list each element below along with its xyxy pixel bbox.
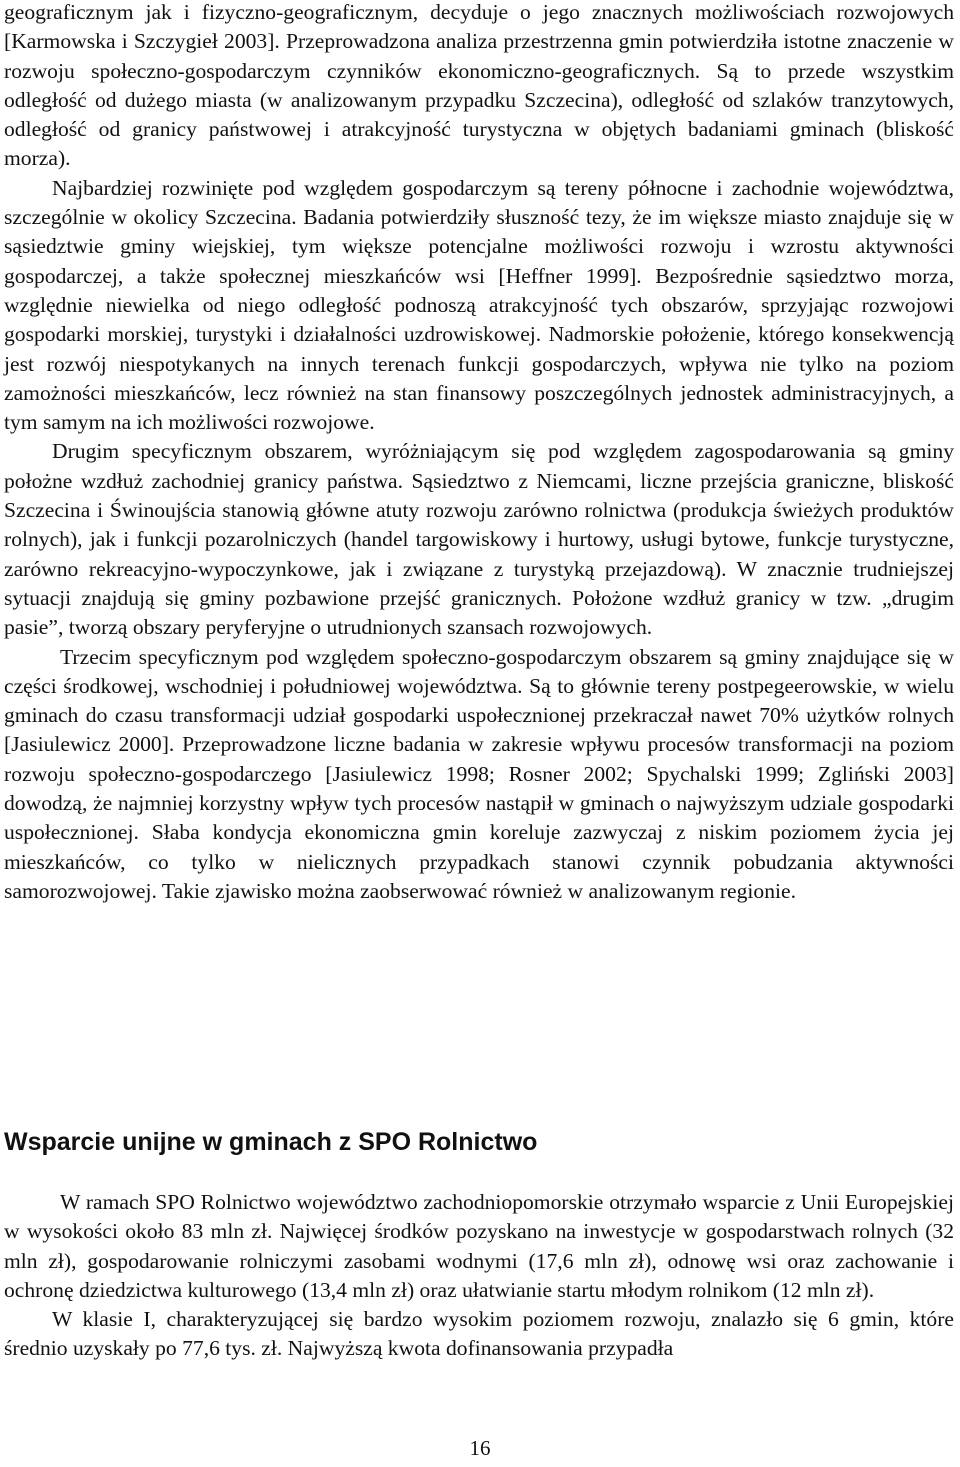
paragraph-1: geograficznym jak i fizyczno-geograficznym, decyduje o jego znacznych możliwościach rozwojowych [Karmowska i Szczygieł 2003]. Przeprowadzona analiza przestrzenna gmin potwierdziła istotne znaczenie w rozwoju społeczno-gospodarczym czynników ekonomiczno-geograficznych. Są to przede wszystkim odległość od dużego miasta (w analizowanym przypadku Szczecina), odległość od szlaków tranzytowych, odległość od granicy państwowej i atrakcyjność turystyczna w objętych badaniami gminach (bliskość morza).	[4, 0, 954, 171]
paragraph-6: W klasie I, charakteryzującej się bardzo wysokim poziomem rozwoju, znalazło się 6 gmin, które średnio uzyskały po 77,6 tys. zł. Najwyższą kwota dofinansowania przypadła	[4, 1307, 954, 1361]
paragraph-4: Trzecim specyficznym pod względem społeczno-gospodarczym obszarem są gminy znajdujące się w części środkowej, wschodniej i południowej województwa. Są to głównie tereny postpegeerowskie, w wielu gminach do czasu transformacji udział gospodarki uspołecznionej przekraczał nawet 70% użytków rolnych [Jasiulewicz 2000]. Przeprowadzone liczne badania w zakresie wpływu procesów transformacji na poziom rozwoju społeczno-gospodarczego [Jasiulewicz 1998; Rosner 2002; Spychalski 1999; Zgliński 2003] dowodzą, że najmniej korzystny wpływ tych procesów nastąpił w gminach o najwyższym udziale gospodarki uspołecznionej. Słaba kondycja ekonomiczna gmin koreluje zazwyczaj z niskim poziomem życia jej mieszkańców, co tylko w nielicznych przypadkach stanowi czynnik pobudzania aktywności samorozwojowej. Takie zjawisko można zaobserwować również w analizowanym regionie.	[4, 644, 954, 903]
body-text-top	[4, 0, 954, 906]
body-text-bottom	[4, 1188, 954, 1364]
section-heading: Wsparcie unijne w gminach z SPO Rolnictwo	[4, 1128, 538, 1156]
paragraph-5: W ramach SPO Rolnictwo województwo zachodniopomorskie otrzymało wsparcie z Unii Europejskiej w wysokości około 83 mln zł. Najwięcej środków pozyskano na inwestycje w gospodarstwach rolnych (32 mln zł), gospodarowanie rolniczymi zasobami wodnymi (17,6 mln zł), odnowę wsi oraz zachowanie i ochronę dziedzictwa kulturowego (13,4 mln zł) oraz ułatwianie startu młodym rolnikom (12 mln zł).	[4, 1190, 954, 1302]
paragraph-2: Najbardziej rozwinięte pod względem gospodarczym są tereny północne i zachodnie województwa, szczególnie w okolicy Szczecina. Badania potwierdziły słuszność tezy, że im większe miasto znajduje się w sąsiedztwie gminy wiejskiej, tym większe potencjalne możliwości rozwoju i wzrostu aktywności gospodarczej, a także społecznej mieszkańców wsi [Heffner 1999]. Bezpośrednie sąsiedztwo morza, względnie niewielka od niego odległość podnoszą atrakcyjność tych obszarów, sprzyjając rozwojowi gospodarki morskiej, turystyki i działalności uzdrowiskowej. Nadmorskie położenie, którego konsekwencją jest rozwój niespotykanych na innych terenach funkcji gospodarczych, wpływa nie tylko na poziom zamożności mieszkańców, lecz również na stan finansowy poszczególnych jednostek administracyjnych, a tym samym na ich możliwości rozwojowe.	[4, 175, 954, 435]
paragraph-3: Drugim specyficznym obszarem, wyróżniającym się pod względem zagospodarowania są gminy położne wzdłuż zachodniej granicy państwa. Sąsiedztwo z Niemcami, liczne przejścia graniczne, bliskość Szczecina i Świnoujścia stanowią główne atuty rozwoju zarówno rolnictwa (produkcja świeżych produktów rolnych), jak i funkcji pozarolniczych (handel targowiskowy i hurtowy, usługi bytowe, funkcje turystyczne, zarówno rekreacyjno-wypoczynkowe, jak i związane z turystyką przejazdową). W znacznie trudniejszej sytuacji znajdują się gminy pozbawione przejść granicznych. Położone wzdłuż granicy w tzw. „drugim pasie”, tworzą obszary peryferyjne o utrudnionych szansach rozwojowych.	[4, 439, 954, 640]
page-number: 16	[469, 1436, 491, 1460]
